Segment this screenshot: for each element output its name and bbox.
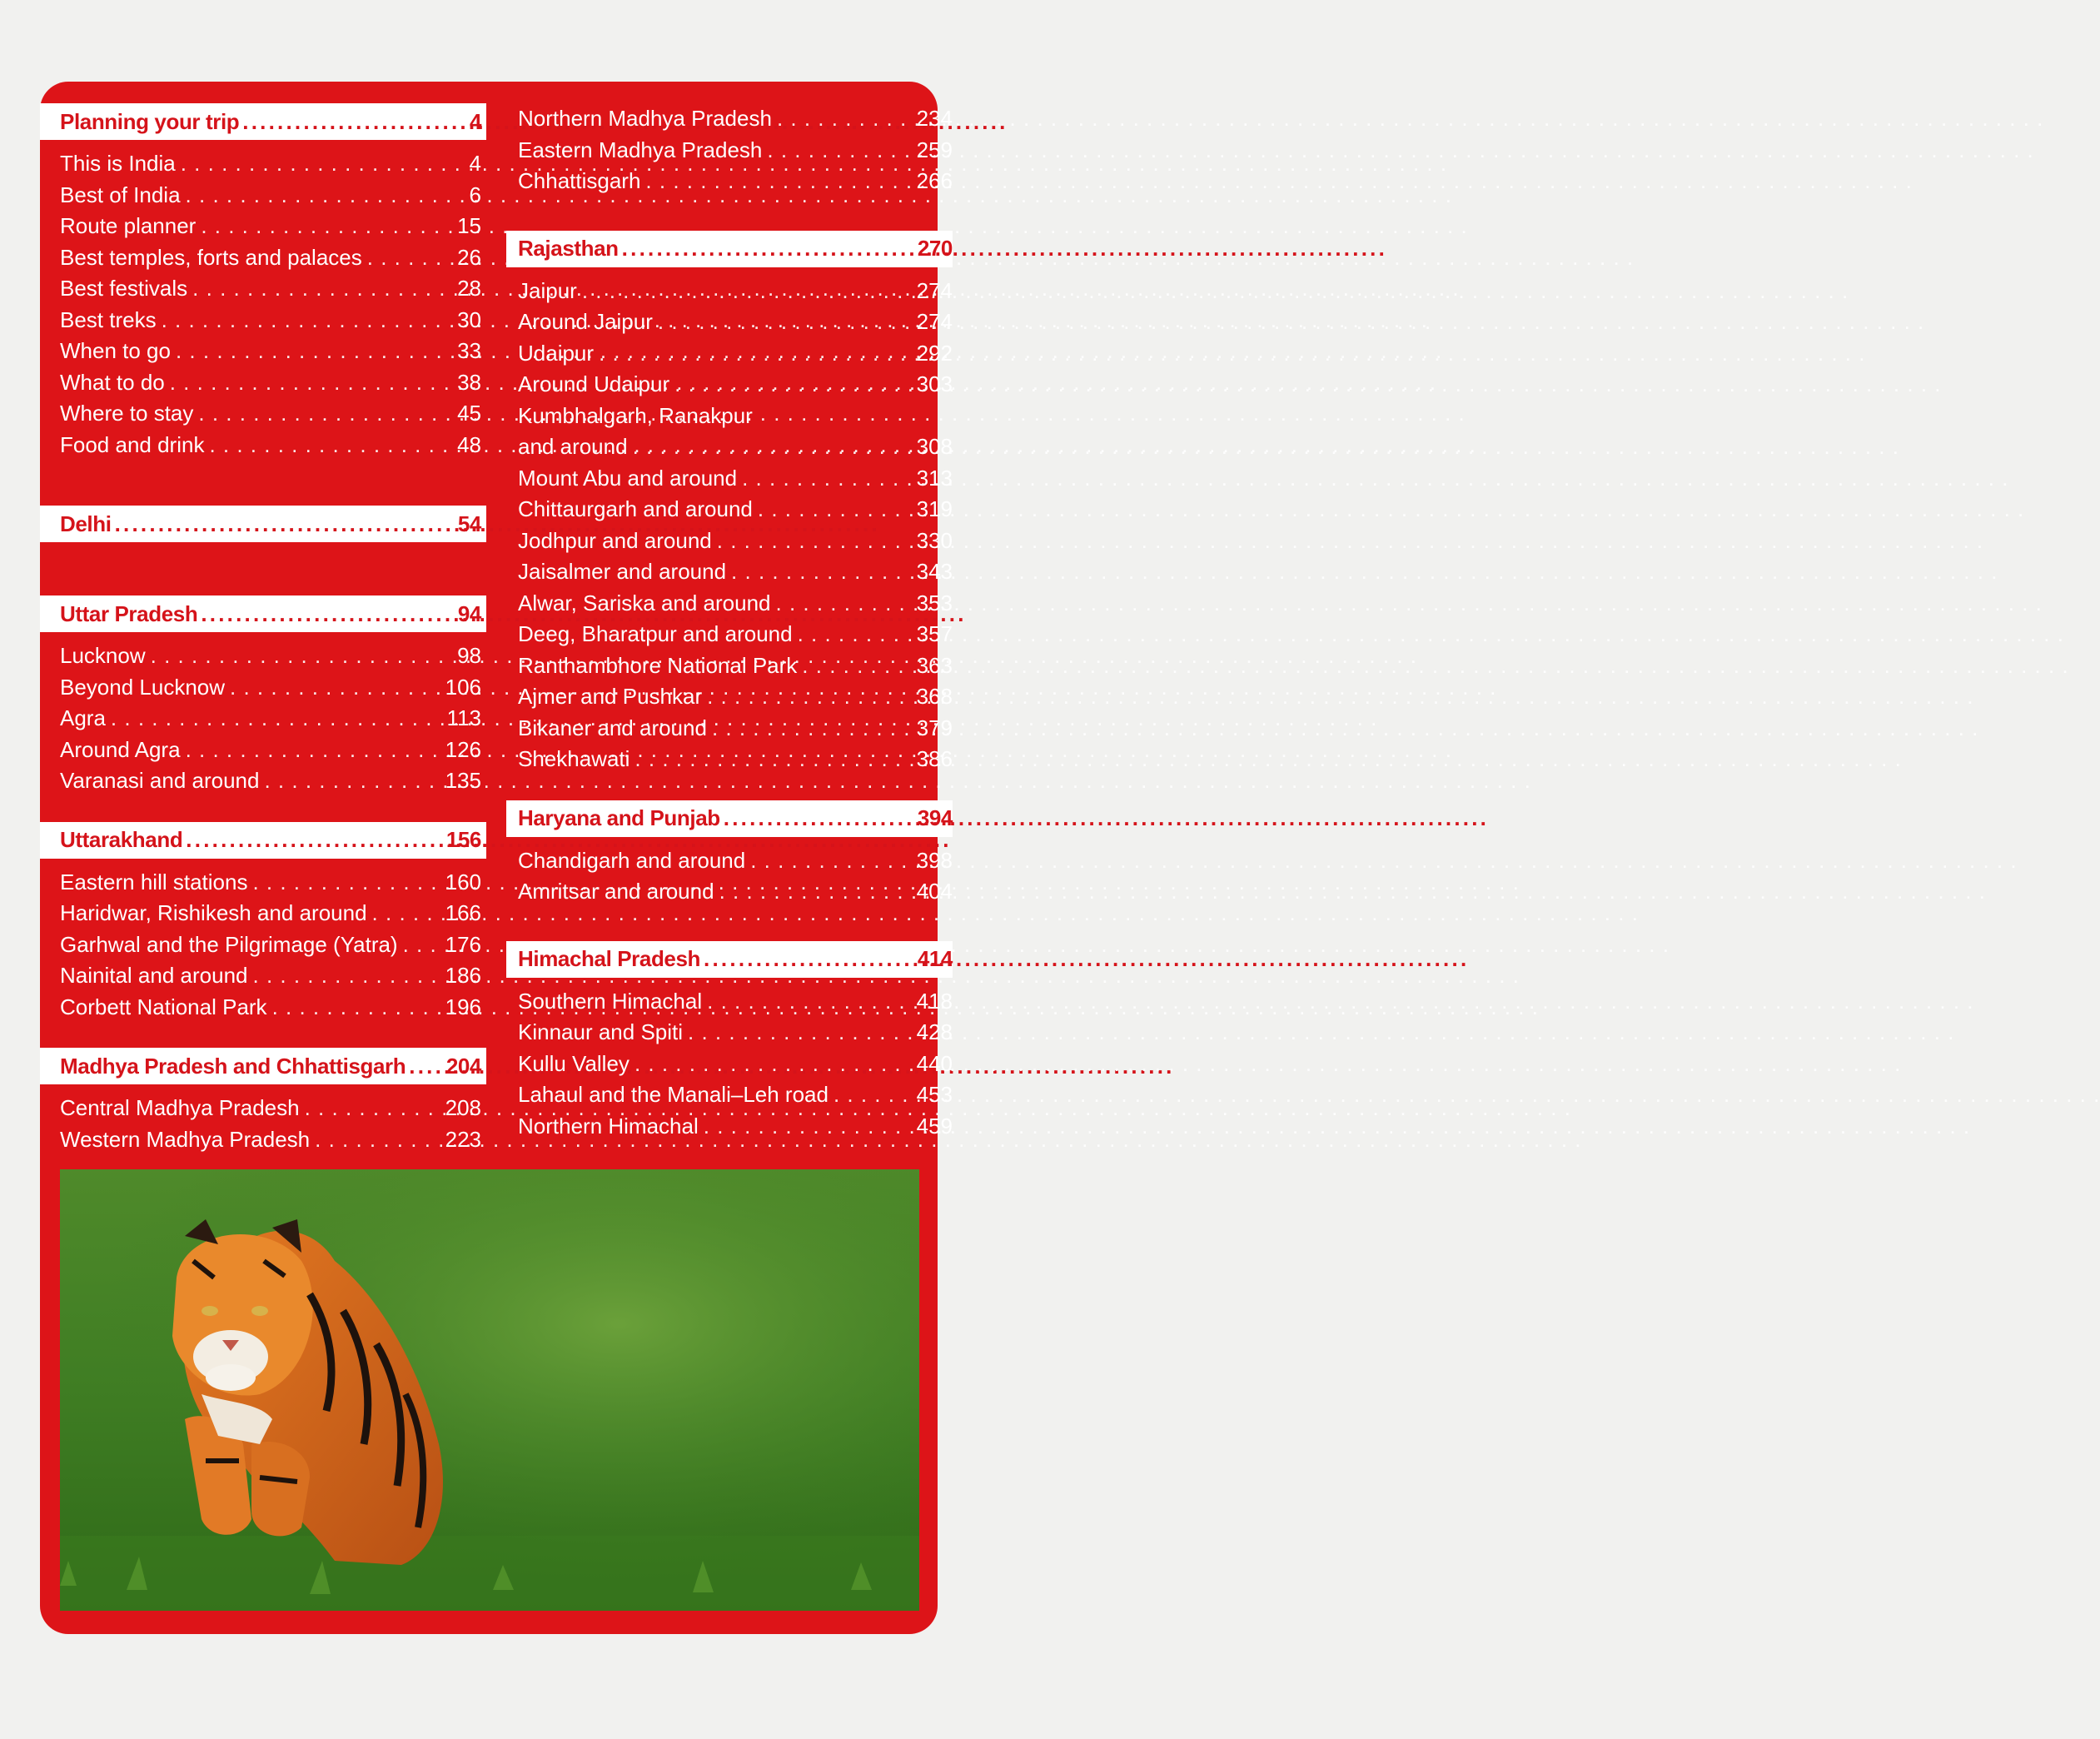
dot-leader xyxy=(767,135,911,167)
dot-leader xyxy=(707,681,912,713)
toc-item-label: Around Agra xyxy=(60,736,181,762)
toc-item[interactable] xyxy=(40,672,486,704)
toc-item[interactable] xyxy=(40,398,486,430)
toc-item-label: Shekhawati xyxy=(518,746,630,771)
dot-leader xyxy=(176,336,452,367)
toc-item-label: Kullu Valley xyxy=(518,1050,630,1076)
dot-leader xyxy=(634,744,911,775)
dot-leader xyxy=(201,211,452,242)
section-page: 94 xyxy=(457,600,481,626)
toc-item[interactable] xyxy=(506,526,953,557)
dot-leader xyxy=(798,619,912,650)
toc-item-label: Chittaurgarh and around xyxy=(518,496,753,521)
section-page: 156 xyxy=(445,827,481,852)
toc-item[interactable] xyxy=(40,703,486,735)
toc-item-page: 379 xyxy=(916,715,953,740)
dot-leader xyxy=(403,929,440,961)
toc-item-page: 343 xyxy=(916,559,953,584)
toc-item-page: 135 xyxy=(445,768,481,793)
dot-leader xyxy=(162,305,452,336)
toc-item-page: 274 xyxy=(916,309,953,334)
dot-leader xyxy=(409,1054,443,1079)
toc-item-label: When to go xyxy=(60,338,171,363)
dot-leader xyxy=(272,992,440,1024)
toc-item-label: Chandigarh and around xyxy=(518,847,746,873)
toc-item-page: 357 xyxy=(916,621,953,646)
section-page: 270 xyxy=(917,236,953,261)
section-header-rajasthan[interactable] xyxy=(506,231,953,267)
toc-item-label: Deeg, Bharatpur and around xyxy=(518,621,793,646)
toc-item-label: Lahaul and the Manali–Leh road xyxy=(518,1082,829,1107)
section-header-planning[interactable] xyxy=(40,103,486,140)
toc-item-page: 106 xyxy=(445,674,481,700)
toc-item[interactable] xyxy=(40,148,486,180)
toc-item-page: 440 xyxy=(916,1050,953,1076)
toc-item-label: Food and drink xyxy=(60,431,205,457)
toc-item-label: What to do xyxy=(60,369,165,395)
dot-leader xyxy=(688,1017,912,1049)
toc-item[interactable] xyxy=(506,166,953,197)
toc-item[interactable] xyxy=(506,306,953,338)
toc-item-page: 38 xyxy=(457,369,481,395)
toc-item-label: Kumbhalgarh, Ranakpur xyxy=(518,402,753,428)
dot-leader xyxy=(719,876,912,908)
toc-item[interactable] xyxy=(40,992,486,1024)
dot-leader xyxy=(264,765,440,797)
dot-leader xyxy=(633,431,912,463)
toc-item-page: 330 xyxy=(916,527,953,553)
dot-leader xyxy=(599,338,912,370)
toc-item-label: Mount Abu and around xyxy=(518,465,738,491)
dot-leader xyxy=(634,1049,912,1080)
section-page: 4 xyxy=(469,108,481,134)
toc-item-page: 113 xyxy=(446,705,481,730)
dot-leader xyxy=(186,827,443,853)
dot-leader xyxy=(367,242,452,274)
dot-leader xyxy=(704,1111,912,1143)
dot-leader xyxy=(704,946,914,972)
contents-right-column xyxy=(506,103,953,1142)
dot-leader xyxy=(372,898,440,929)
dot-leader xyxy=(834,1079,912,1111)
toc-item-label: Eastern Madhya Pradesh xyxy=(518,137,763,162)
toc-item[interactable] xyxy=(40,211,486,242)
dot-leader xyxy=(658,306,912,338)
toc-item[interactable] xyxy=(506,986,953,1018)
toc-item-wrapped-line1[interactable] xyxy=(506,401,953,432)
toc-item-label: Route planner xyxy=(60,213,197,238)
dot-leader xyxy=(712,713,912,745)
section-header-uttarakhand[interactable] xyxy=(40,822,486,859)
toc-item-page: 26 xyxy=(457,244,481,270)
toc-item-label: Amritsar and around xyxy=(518,879,714,904)
toc-item-label: Ajmer and Pushkar xyxy=(518,684,703,709)
toc-item-label: Jaisalmer and around xyxy=(518,559,727,584)
dot-leader xyxy=(802,650,911,682)
dot-leader xyxy=(230,672,440,704)
toc-item-page: 98 xyxy=(457,643,481,668)
section-page: 414 xyxy=(917,946,953,971)
dot-leader xyxy=(674,369,911,401)
toc-item-page: 398 xyxy=(916,847,953,873)
toc-item-page: 176 xyxy=(445,931,481,957)
toc-item-label: Best of India xyxy=(60,182,181,207)
toc-item-label: Nainital and around xyxy=(60,963,248,988)
toc-item-label: Best temples, forts and palaces xyxy=(60,244,362,270)
section-title: Uttar Pradesh xyxy=(60,600,198,626)
toc-item-page: 196 xyxy=(445,994,481,1019)
toc-item-label: Corbett National Park xyxy=(60,994,267,1019)
toc-item-label: Southern Himachal xyxy=(518,988,703,1014)
dot-leader xyxy=(186,180,465,212)
toc-item[interactable] xyxy=(506,1079,953,1111)
section-title: Rajasthan xyxy=(518,236,619,261)
toc-item-label: Around Udaipur xyxy=(518,371,670,396)
toc-item-page: 459 xyxy=(916,1113,953,1139)
section-title: Uttarakhand xyxy=(60,827,183,852)
dot-leader xyxy=(731,556,912,588)
dot-leader xyxy=(758,494,912,526)
dot-leader xyxy=(742,463,912,495)
dot-leader xyxy=(305,1093,440,1124)
toc-item-page: 292 xyxy=(916,340,953,366)
toc-item-page: 126 xyxy=(445,736,481,762)
toc-item[interactable] xyxy=(40,735,486,766)
toc-item[interactable] xyxy=(506,103,953,135)
toc-item[interactable] xyxy=(506,1049,953,1080)
section-header-himachal-pradesh[interactable] xyxy=(506,941,953,978)
toc-item[interactable] xyxy=(506,876,953,908)
section-page: 54 xyxy=(457,511,481,536)
toc-item[interactable] xyxy=(40,960,486,992)
toc-item-page: 223 xyxy=(445,1126,481,1152)
toc-item-page: 303 xyxy=(916,371,953,396)
dot-leader xyxy=(253,960,440,992)
toc-item-page: 28 xyxy=(457,276,481,301)
toc-item[interactable] xyxy=(506,463,953,495)
toc-item[interactable] xyxy=(506,369,953,401)
toc-item[interactable] xyxy=(506,494,953,526)
dot-leader xyxy=(622,236,914,262)
toc-item-page: 418 xyxy=(916,988,953,1014)
toc-item-page: 428 xyxy=(916,1019,953,1044)
toc-item[interactable] xyxy=(506,1111,953,1143)
toc-item-page: 160 xyxy=(445,869,481,894)
toc-item-label: Varanasi and around xyxy=(60,768,260,793)
toc-item-label: Beyond Lucknow xyxy=(60,674,226,700)
toc-item-label: Central Madhya Pradesh xyxy=(60,1095,300,1120)
toc-item[interactable] xyxy=(506,135,953,167)
dot-leader xyxy=(115,511,455,537)
toc-item[interactable] xyxy=(506,431,953,463)
toc-item[interactable] xyxy=(40,1124,486,1156)
toc-item[interactable] xyxy=(506,845,953,877)
toc-item-page: 368 xyxy=(916,684,953,709)
toc-item-label: Jodhpur and around xyxy=(518,527,712,553)
toc-item[interactable] xyxy=(506,619,953,650)
section-title: Delhi xyxy=(60,511,112,536)
toc-item-label: Agra xyxy=(60,705,106,730)
dot-leader xyxy=(242,109,466,135)
toc-item[interactable] xyxy=(40,640,486,672)
section-header-haryana-punjab[interactable] xyxy=(506,800,953,837)
dot-leader xyxy=(750,845,911,877)
dot-leader xyxy=(776,588,912,620)
toc-item-page: 33 xyxy=(457,338,481,363)
dot-leader xyxy=(201,601,455,627)
toc-item-label: Best treks xyxy=(60,306,157,332)
toc-item-page: 363 xyxy=(916,652,953,678)
toc-item[interactable] xyxy=(506,338,953,370)
section-header-uttar-pradesh[interactable] xyxy=(40,595,486,632)
toc-item[interactable] xyxy=(40,242,486,274)
toc-item[interactable] xyxy=(40,367,486,399)
toc-item-page: 45 xyxy=(457,401,481,426)
toc-item[interactable] xyxy=(40,273,486,305)
toc-item-page: 166 xyxy=(445,900,481,925)
toc-item-label: Northern Madhya Pradesh xyxy=(518,106,772,131)
toc-item-label: Lucknow xyxy=(60,643,146,668)
section-title: Haryana and Punjab xyxy=(518,805,720,830)
toc-item-page: 48 xyxy=(457,431,481,457)
toc-item[interactable] xyxy=(40,336,486,367)
toc-item-page: 30 xyxy=(457,306,481,332)
section-page: 204 xyxy=(445,1053,481,1079)
dot-leader xyxy=(192,273,452,305)
toc-item-page: 386 xyxy=(916,746,953,771)
toc-item-page: 4 xyxy=(469,151,481,176)
dot-leader xyxy=(209,430,452,461)
dot-leader xyxy=(170,367,452,399)
section-header-madhya-pradesh[interactable] xyxy=(40,1048,486,1084)
toc-item-label: Around Jaipur xyxy=(518,309,653,334)
contents-left-column xyxy=(40,103,486,1155)
dot-leader xyxy=(582,276,912,307)
toc-item-label: Udaipur xyxy=(518,340,595,366)
toc-item[interactable] xyxy=(506,713,953,745)
toc-item[interactable] xyxy=(40,898,486,929)
toc-item-label: Best festivals xyxy=(60,276,188,301)
dot-leader xyxy=(645,166,911,197)
toc-item[interactable] xyxy=(40,180,486,212)
toc-item-label: and around xyxy=(518,434,628,459)
toc-item[interactable] xyxy=(40,305,486,336)
dot-leader xyxy=(717,526,912,557)
toc-item[interactable] xyxy=(506,744,953,775)
toc-item-label: This is India xyxy=(60,151,176,176)
toc-item-label: Ranthambhore National Park xyxy=(518,652,798,678)
dot-leader xyxy=(252,867,440,899)
toc-item[interactable] xyxy=(506,681,953,713)
section-header-delhi[interactable] xyxy=(40,506,486,542)
toc-item-page: 404 xyxy=(916,879,953,904)
toc-item[interactable] xyxy=(40,867,486,899)
toc-item-page: 319 xyxy=(916,496,953,521)
toc-item-label: Jaipur xyxy=(518,277,577,303)
dot-leader xyxy=(724,805,914,831)
dot-leader xyxy=(181,148,465,180)
toc-item-page: 6 xyxy=(469,182,481,207)
section-title: Planning your trip xyxy=(60,108,240,134)
toc-item-page: 259 xyxy=(916,137,953,162)
toc-item-page: 453 xyxy=(916,1082,953,1107)
section-title: Himachal Pradesh xyxy=(518,946,701,971)
toc-item[interactable] xyxy=(40,1093,486,1124)
toc-item-page: 186 xyxy=(445,963,481,988)
toc-item-label: Chhattisgarh xyxy=(518,168,641,193)
toc-item-label: Haridwar, Rishikesh and around xyxy=(60,900,367,925)
section-title: Madhya Pradesh and Chhattisgarh xyxy=(60,1053,406,1079)
toc-item-page: 308 xyxy=(916,434,953,459)
section-page: 394 xyxy=(917,805,953,830)
dot-leader xyxy=(151,640,452,672)
toc-item[interactable] xyxy=(40,430,486,461)
toc-item-page: 274 xyxy=(916,277,953,303)
toc-item-label: Garhwal and the Pilgrimage (Yatra) xyxy=(60,931,398,957)
toc-item-label: Alwar, Sariska and around xyxy=(518,590,771,615)
toc-item-label: Western Madhya Pradesh xyxy=(60,1126,311,1152)
toc-item-label: Northern Himachal xyxy=(518,1113,699,1139)
tiger-photo xyxy=(60,1169,919,1611)
tiger-illustration xyxy=(60,1169,919,1611)
toc-item-page: 266 xyxy=(916,168,953,193)
toc-item-page: 353 xyxy=(916,590,953,615)
dot-leader xyxy=(315,1124,440,1156)
toc-item-label: Kinnaur and Spiti xyxy=(518,1019,684,1044)
toc-item-page: 313 xyxy=(916,465,953,491)
dot-leader xyxy=(186,735,440,766)
toc-item-page: 208 xyxy=(445,1095,481,1120)
toc-item[interactable] xyxy=(506,556,953,588)
toc-item-label: Where to stay xyxy=(60,401,194,426)
toc-item[interactable] xyxy=(506,276,953,307)
toc-item[interactable] xyxy=(40,929,486,961)
toc-item[interactable] xyxy=(506,1017,953,1049)
contents-card xyxy=(40,82,953,1634)
dot-leader xyxy=(707,986,911,1018)
toc-item-page: 234 xyxy=(916,106,953,131)
toc-item[interactable] xyxy=(506,588,953,620)
toc-item-label: Eastern hill stations xyxy=(60,869,248,894)
dot-leader xyxy=(111,703,442,735)
toc-item[interactable] xyxy=(40,765,486,797)
toc-item-page: 15 xyxy=(457,213,481,238)
dot-leader xyxy=(777,103,912,135)
dot-leader xyxy=(198,398,452,430)
toc-item-label: Bikaner and around xyxy=(518,715,707,740)
toc-item[interactable] xyxy=(506,650,953,682)
